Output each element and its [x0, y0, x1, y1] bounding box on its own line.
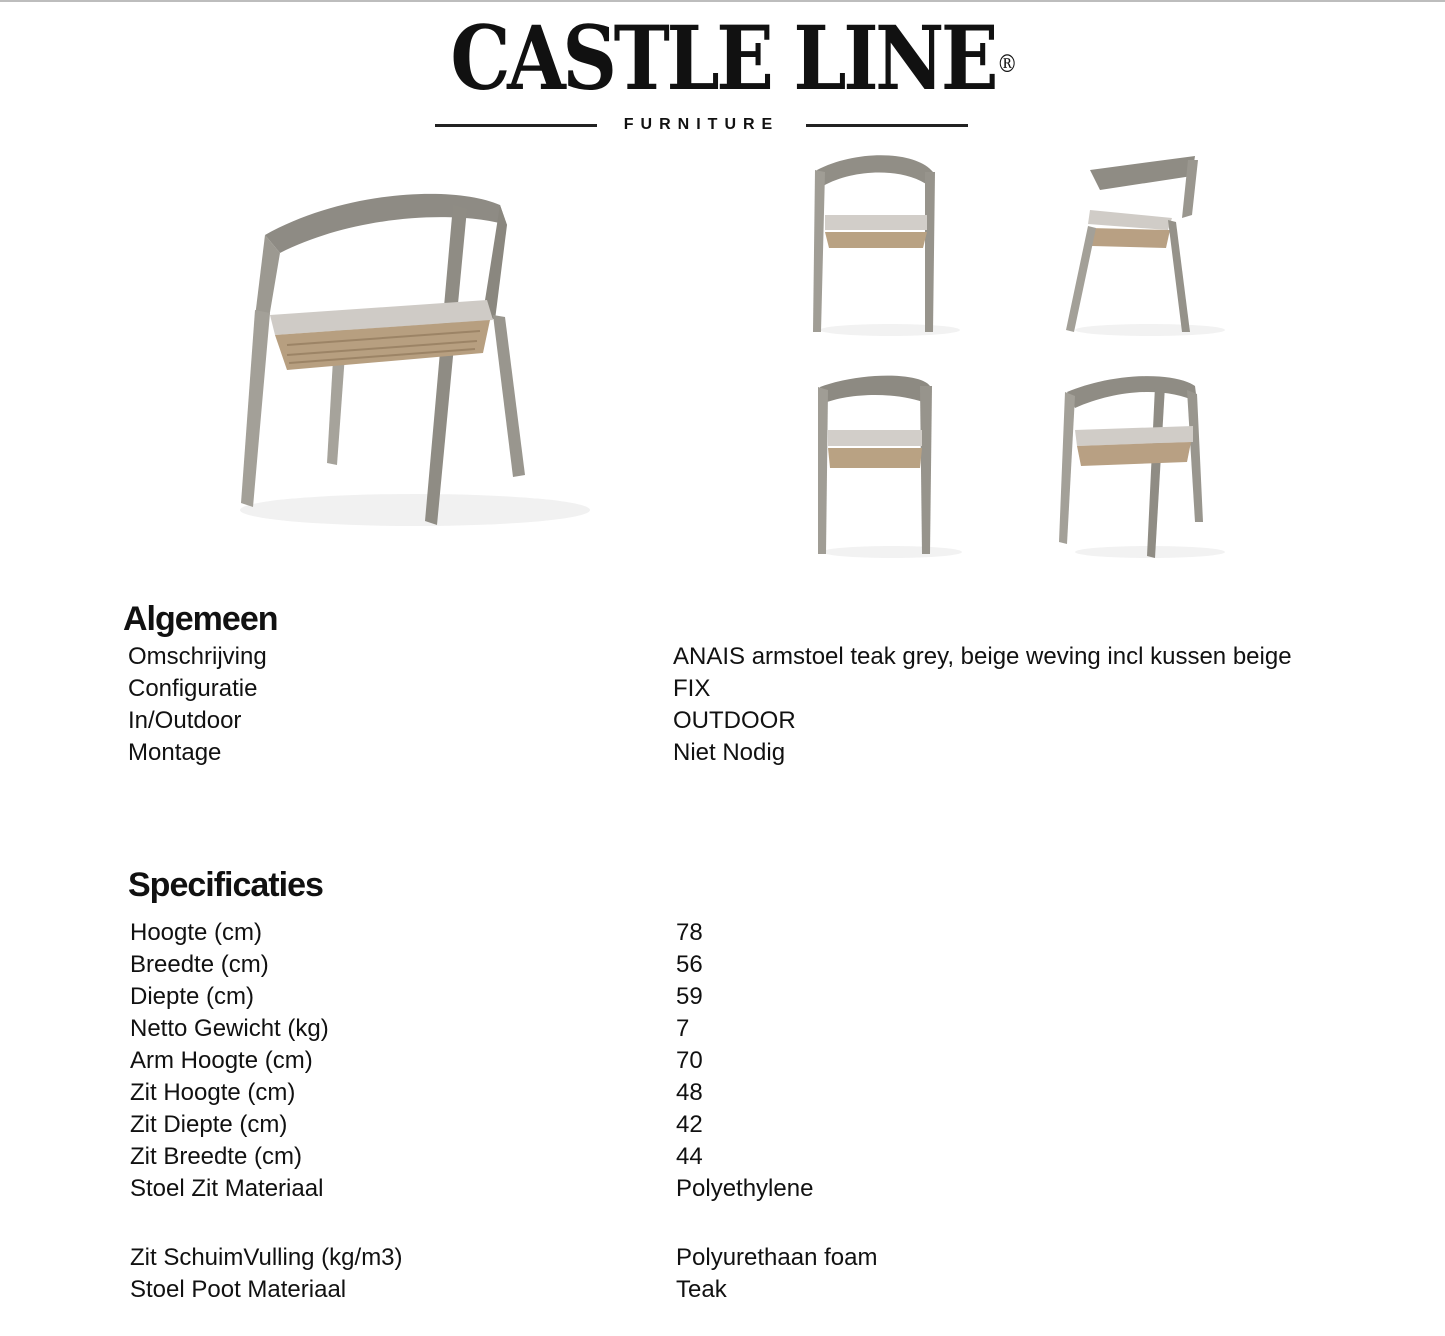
brand-name: CASTLE LINE ®	[450, 6, 1018, 110]
general-value: FIX	[673, 675, 711, 702]
spec-label: Stoel Zit Materiaal	[130, 1175, 324, 1202]
section-title-specs: Specificaties	[128, 866, 323, 904]
general-value: ANAIS armstoel teak grey, beige weving incl kussen beige	[673, 643, 1292, 670]
general-label: In/Outdoor	[128, 707, 242, 734]
general-label: Omschrijving	[128, 643, 267, 670]
brand-tagline-block	[435, 115, 968, 135]
spec-value: 42	[676, 1111, 703, 1138]
section-title-general: Algemeen	[123, 600, 278, 638]
spec-value: 7	[676, 1015, 690, 1042]
brand-tagline: FURNITURE	[623, 116, 780, 133]
spec-label: Netto Gewicht (kg)	[130, 1015, 329, 1042]
general-label: Configuratie	[128, 675, 258, 702]
general-value: OUTDOOR	[673, 707, 796, 734]
spec-label: Hoogte (cm)	[130, 919, 263, 946]
chair-side-image	[1060, 150, 1230, 340]
tagline-rule-right	[806, 124, 968, 127]
spec-label: Zit Diepte (cm)	[130, 1111, 288, 1138]
spec-label: Diepte (cm)	[130, 983, 255, 1010]
spec-label: Breedte (cm)	[130, 951, 269, 978]
spec-value: Polyurethaan foam	[676, 1244, 878, 1271]
chair-front-image	[805, 150, 965, 340]
spec-value: 48	[676, 1079, 703, 1106]
general-value: Niet Nodig	[673, 739, 786, 766]
spec-label: Zit SchuimVulling (kg/m3)	[130, 1244, 403, 1271]
spec-label: Zit Hoogte (cm)	[130, 1079, 296, 1106]
chair-main-image	[225, 185, 595, 545]
spec-value: 44	[676, 1143, 703, 1170]
spec-value: Teak	[676, 1276, 727, 1303]
spec-label: Arm Hoogte (cm)	[130, 1047, 313, 1074]
general-label: Montage	[128, 739, 222, 766]
spec-value: 56	[676, 951, 703, 978]
chair-angle-image	[1055, 372, 1235, 562]
top-border	[0, 0, 1445, 2]
spec-value: 70	[676, 1047, 703, 1074]
spec-value: 59	[676, 983, 703, 1010]
spec-value: Polyethylene	[676, 1175, 814, 1202]
spec-label: Zit Breedte (cm)	[130, 1143, 303, 1170]
chair-back-image	[810, 372, 970, 562]
spec-value: 78	[676, 919, 703, 946]
spec-label: Stoel Poot Materiaal	[130, 1276, 347, 1303]
registered-mark: ®	[996, 50, 1018, 78]
brand-logo	[0, 6, 1445, 110]
